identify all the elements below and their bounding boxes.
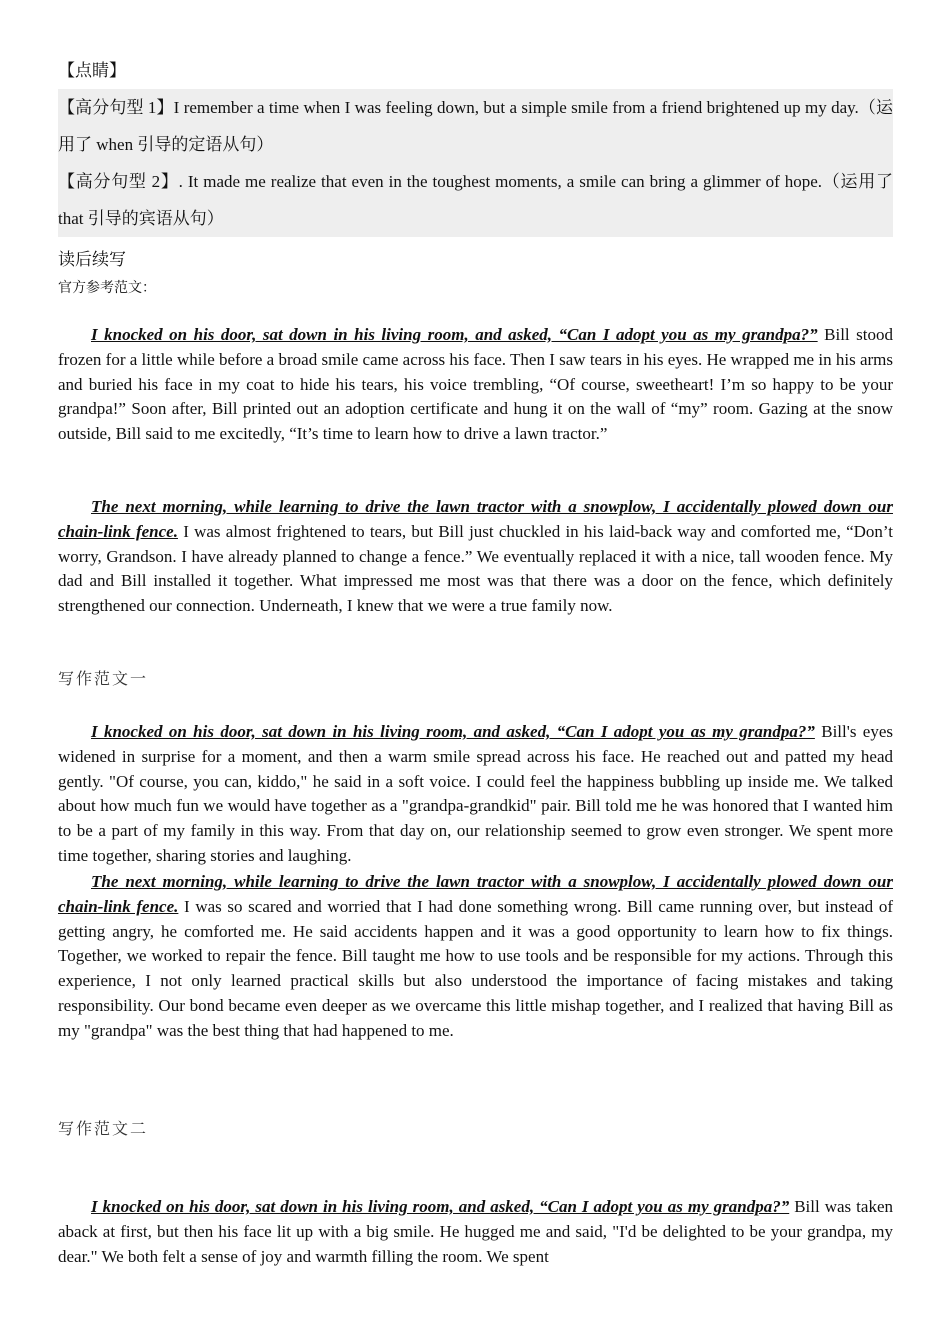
official-p2-body: I was almost frightened to tears, but Bill just chuckled in his laid-back way and comforted me, “Don’t worry, Grandson. I have already planned to change a fence.” We eventually replaced it with a nice, tall wooden fence. My dad and Bill installed it together. What impressed me most was that there was a door on the fence, which definitely strengthened our connection. Underneath, I knew that we were a true family now.: [58, 521, 893, 616]
sample-1-p2-lead: The next morning, while learning to drive the lawn tractor with a snowplow, I accidentally plowed down our chain-link fence.: [58, 872, 893, 916]
official-paragraph-2: [58, 495, 893, 619]
highlight-1-tag: 【高分句型 1】: [58, 98, 174, 117]
section-continue-writing: 读后续写: [58, 250, 126, 269]
highlight-1-text: I remember a time when I was feeling down, but a simple smile from a friend brightened up my day.（运用了 when 引导的定语从句）: [58, 98, 894, 154]
highlight-2: [58, 163, 893, 237]
sample-1-title: 写作范文一: [58, 671, 149, 688]
highlight-1: [58, 89, 893, 163]
sample-2-p1-lead: I knocked on his door, sat down in his living room, and asked, “Can I adopt you as my grandpa?”: [91, 1197, 790, 1216]
dianjing-heading: 【点睛】: [58, 61, 126, 80]
sample-1-paragraph-1: [58, 720, 893, 869]
highlight-sentences: [58, 89, 893, 237]
sample-2-p1-body: Bill was taken aback at first, but then his face lit up with a big smile. He hugged me and said, "I'd be delighted to be your grandpa, my dear." We both felt a sense of joy and warmth filling the room. We spent: [58, 1197, 893, 1266]
sample-2-title: 写作范文二: [58, 1121, 149, 1138]
sample-1-p1-lead: I knocked on his door, sat down in his living room, and asked, “Can I adopt you as my grandpa?”: [91, 722, 815, 741]
official-paragraph-1: [58, 323, 893, 447]
highlight-2-tag: 【高分句型 2】: [58, 172, 179, 191]
official-p2-lead: The next morning, while learning to drive the lawn tractor with a snowplow, I accidentally plowed down our chain-link fence.: [58, 497, 893, 541]
sample-2-paragraph-1: [58, 1195, 893, 1269]
highlight-2-text: . It made me realize that even in the toughest moments, a smile can bring a glimmer of hope.（运用了 that 引导的宾语从句）: [58, 172, 893, 228]
official-reference-label: 官方参考范文：: [58, 281, 156, 296]
sample-1-p2-body: I was so scared and worried that I had done something wrong. Bill came running over, but instead of getting angry, he comforted me. He said accidents happen and it was a good opportunity to learn how to fix things. Together, we worked to repair the fence. Bill taught me how to use tools and be responsible for my actions. Through this experience, I not only learned practical skills but also understood the importance of facing mistakes and taking responsibility. Our bond became even deeper as we overcame this little mishap together, and I realized that having Bill as my "grandpa" was the best thing that had happened to me.: [58, 896, 893, 1040]
sample-1-p1-body: Bill's eyes widened in surprise for a moment, and then a warm smile spread across his face. He reached out and patted my head gently. "Of course, you can, kiddo," he said in a soft voice. I could feel the happiness bubbling up inside me. We talked about how much fun we would have together as a "grandpa-grandkid" pair. Bill told me he was honored that I wanted him to be a part of my family in this way. From that day on, our relationship seemed to grow even stronger. We spent more time together, sharing stories and laughing.: [58, 722, 893, 865]
sample-1-paragraph-2: [58, 870, 893, 1044]
official-p1-lead: I knocked on his door, sat down in his living room, and asked, “Can I adopt you as my grandpa?”: [91, 325, 818, 344]
official-p1-body: Bill stood frozen for a little while before a broad smile came across his face. Then I saw tears in his eyes. He wrapped me in his arms and buried his face in my coat to hide his tears, his voice trembling, “Of course, sweetheart! I’m so happy to be your grandpa!” Soon after, Bill printed out an adoption certificate and hung it on the wall of “my” room. Gazing at the snow outside, Bill said to me excitedly, “It’s time to learn how to drive a lawn tractor.”: [58, 325, 893, 444]
